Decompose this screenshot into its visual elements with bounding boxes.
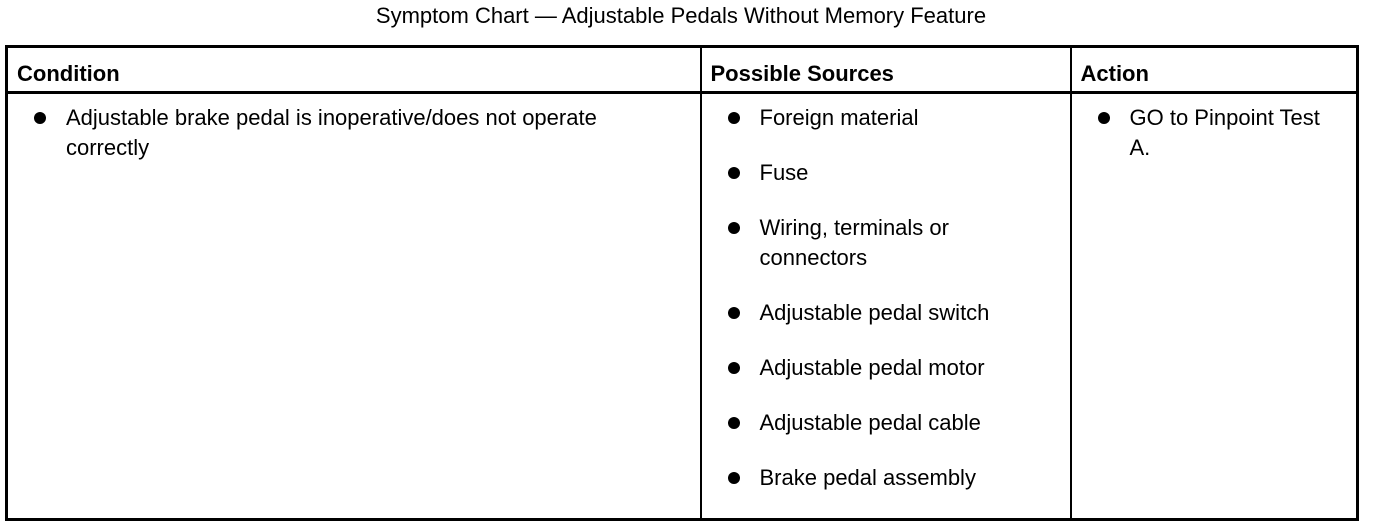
source-text: Brake pedal assembly — [759, 465, 976, 490]
list-item — [728, 158, 1056, 188]
bullet-icon — [1098, 112, 1110, 124]
action-text: GO to Pinpoint Test A. — [1129, 105, 1320, 160]
table-row — [7, 93, 1358, 520]
bullet-icon — [728, 307, 740, 319]
bullet-icon — [728, 112, 740, 124]
condition-cell — [7, 93, 701, 520]
column-header-condition: Condition — [7, 47, 701, 93]
source-text: Wiring, terminals or connectors — [759, 215, 949, 270]
action-list — [1098, 103, 1343, 163]
list-item — [728, 408, 1056, 438]
action-cell — [1071, 93, 1358, 520]
condition-text: Adjustable brake pedal is inoperative/does not operate correctly — [66, 105, 597, 160]
bullet-icon — [728, 362, 740, 374]
list-item — [728, 463, 1056, 493]
list-item — [1098, 103, 1343, 163]
list-item — [728, 103, 1056, 133]
column-header-action: Action — [1071, 47, 1358, 93]
list-item — [34, 103, 686, 163]
source-text: Adjustable pedal switch — [759, 300, 990, 325]
sources-list — [728, 103, 1056, 493]
column-header-possible-sources: Possible Sources — [701, 47, 1071, 93]
source-text: Fuse — [759, 160, 809, 185]
bullet-icon — [728, 417, 740, 429]
bullet-icon — [728, 472, 740, 484]
symptom-table — [5, 45, 1359, 521]
header-row — [7, 47, 1358, 93]
list-item — [728, 213, 1056, 273]
source-text: Foreign material — [759, 105, 919, 130]
list-item — [728, 298, 1056, 328]
bullet-icon — [34, 112, 46, 124]
bullet-icon — [728, 222, 740, 234]
possible-sources-cell — [701, 93, 1071, 520]
source-text: Adjustable pedal cable — [759, 410, 981, 435]
bullet-icon — [728, 167, 740, 179]
condition-list — [34, 103, 686, 163]
source-text: Adjustable pedal motor — [759, 355, 985, 380]
list-item — [728, 353, 1056, 383]
chart-title: Symptom Chart — Adjustable Pedals Without Memory Feature — [375, 3, 987, 28]
